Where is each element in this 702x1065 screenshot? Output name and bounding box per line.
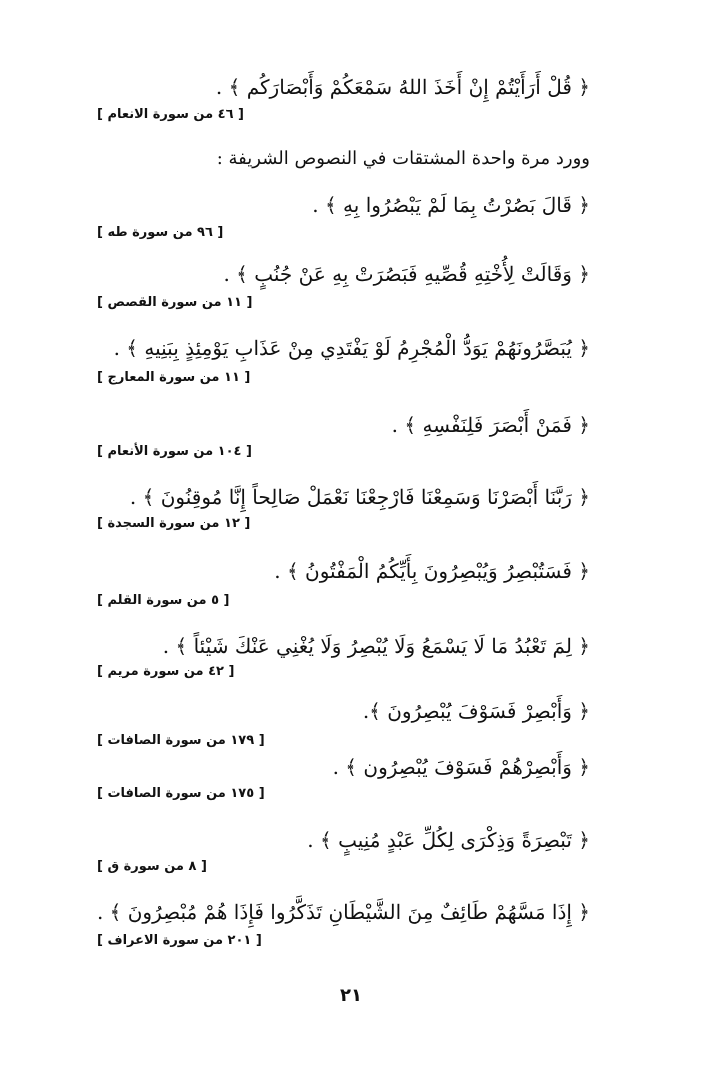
verse-line-3: ﴿ وَقَالَتْ لِأُخْتِهِ قُصِّيهِ فَبَصُرَتْ بِهِ عَنْ جُنُبٍ ﴾ . xyxy=(223,262,590,286)
surah-reference-9: [ ١٧٩ من سورة الصافات ] xyxy=(97,733,265,748)
verse-line-4: ﴿ يُبَصَّرُونَهُمْ يَوَدُّ الْمُجْرِمُ لَوْ يَفْتَدِي مِنْ عَذَابِ يَوْمِئِذٍ بِبَنِيهِ ﴾ . xyxy=(113,336,590,360)
page-number: ٢١ xyxy=(340,985,362,1006)
surah-reference-10: [ ١٧٥ من سورة الصافات ] xyxy=(97,786,265,801)
verse-line-5: ﴿ فَمَنْ أَبْصَرَ فَلِنَفْسِهِ ﴾ . xyxy=(391,413,590,437)
verse-line-6: ﴿ رَبَّنَا أَبْصَرْنَا وَسَمِعْنَا فَارْجِعْنَا نَعْمَلْ صَالِحاً إِنَّا مُوقِنُونَ ﴾ . xyxy=(129,485,590,509)
verse-line-7: ﴿ فَسَتُبْصِرُ وَيُبْصِرُونَ بِأَيِّكُمُ الْمَفْتُونُ ﴾ . xyxy=(274,559,590,583)
verse-line-10: ﴿ وَأَبْصِرْهُمْ فَسَوْفَ يُبْصِرُون ﴾ . xyxy=(332,755,590,779)
surah-reference-8: [ ٤٢ من سورة مريم ] xyxy=(97,664,235,679)
verse-line-8: ﴿ لِمَ تَعْبُدُ مَا لَا يَسْمَعُ وَلَا يُبْصِرُ وَلَا يُغْنِي عَنْكَ شَيْئاً ﴾ . xyxy=(162,634,590,658)
surah-reference-7: [ ٥ من سورة القلم ] xyxy=(97,593,230,608)
surah-reference-11: [ ٨ من سورة ق ] xyxy=(97,859,207,874)
verse-line-11: ﴿ تَبْصِرَةً وَذِكْرَى لِكُلِّ عَبْدٍ مُنِيبٍ ﴾ . xyxy=(307,828,590,852)
surah-reference-5: [ ١٠٤ من سورة الأنعام ] xyxy=(97,444,252,459)
surah-reference-12: [ ٢٠١ من سورة الاعراف ] xyxy=(97,933,262,948)
surah-reference-6: [ ١٢ من سورة السجدة ] xyxy=(97,516,251,531)
intro-text: وورد مرة واحدة المشتقات في النصوص الشريفة : xyxy=(216,148,590,169)
surah-reference-3: [ ١١ من سورة القصص ] xyxy=(97,295,253,310)
verse-line-9: ﴿ وَأَبْصِرْ فَسَوْفَ يُبْصِرُونَ ﴾. xyxy=(362,699,590,723)
surah-reference-1: [ ٤٦ من سورة الانعام ] xyxy=(97,107,244,122)
verse-line-2: ﴿ قَالَ بَصُرْتُ بِمَا لَمْ يَبْصُرُوا بِهِ ﴾ . xyxy=(312,193,590,217)
verse-line-1: ﴿ قُلْ أَرَأَيْتُمْ إِنْ أَخَذَ اللهُ سَمْعَكُمْ وَأَبْصَارَكُم ﴾ . xyxy=(215,75,590,99)
surah-reference-2: [ ٩٦ من سورة طه ] xyxy=(97,225,224,240)
surah-reference-4: [ ١١ من سورة المعارج ] xyxy=(97,370,251,385)
verse-line-12: ﴿ إِذَا مَسَّهُمْ طَائِفٌ مِنَ الشَّيْطَانِ تَذَكَّرُوا فَإِذَا هُمْ مُبْصِرُونَ ﴾ . xyxy=(96,900,590,924)
